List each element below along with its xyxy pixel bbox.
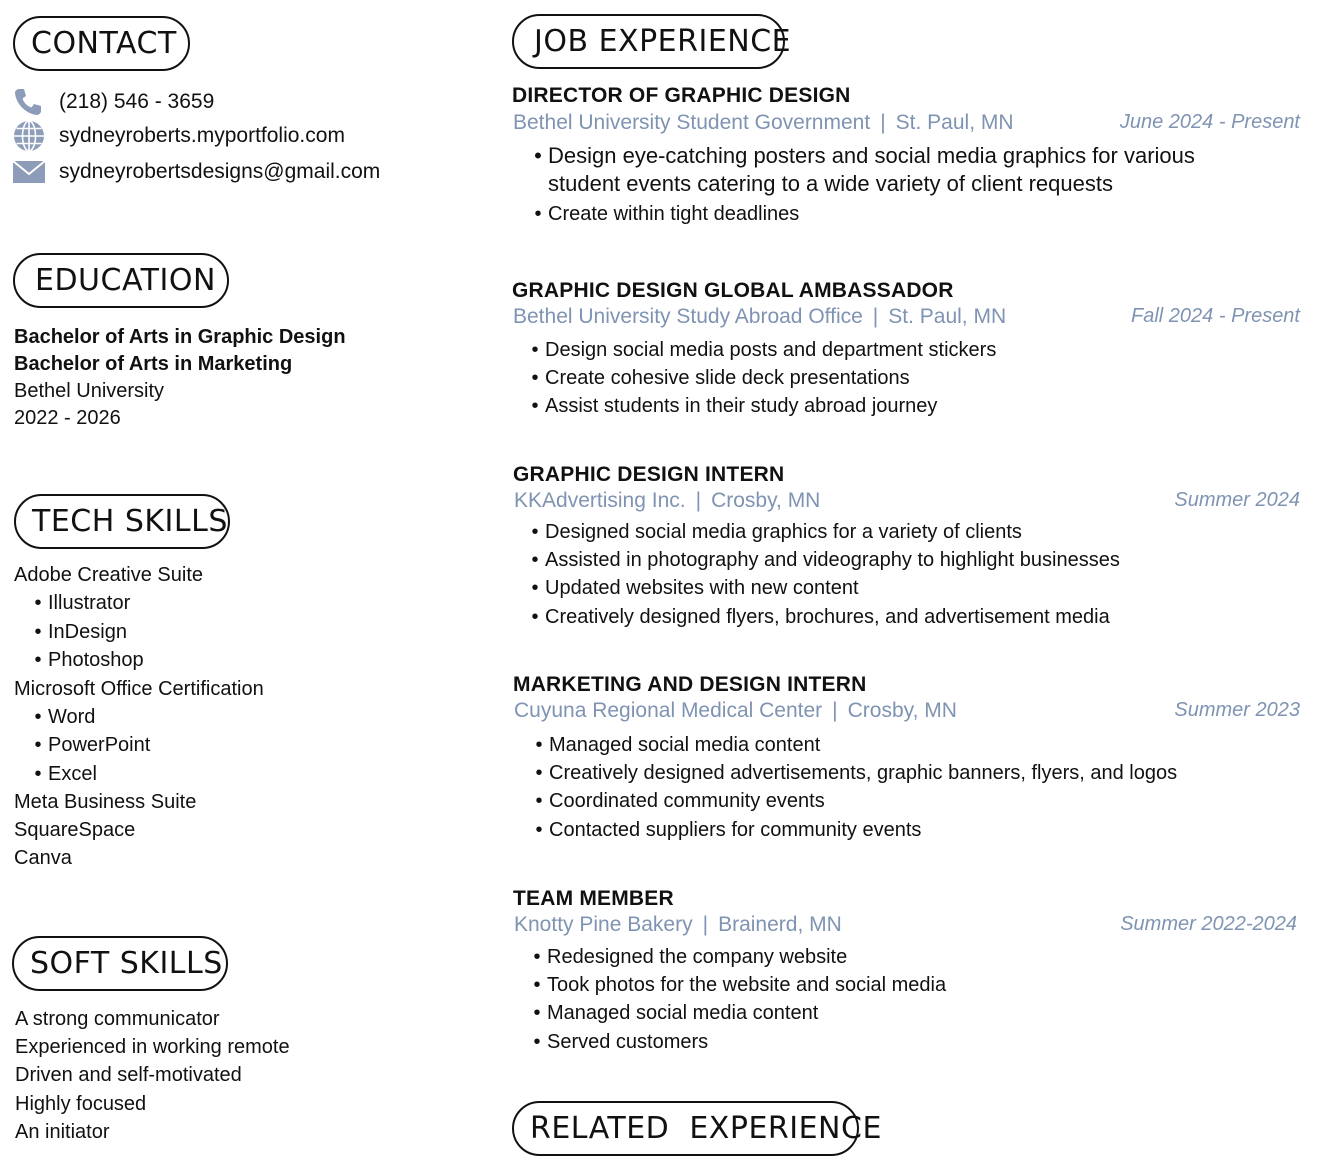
list-item: • Managed social media content	[535, 734, 821, 756]
job-title: MARKETING AND DESIGN INTERN	[513, 673, 867, 696]
list-item: • Coordinated community events	[535, 790, 825, 813]
skill-group-microsoft: Microsoft Office Certification	[14, 677, 264, 700]
website-url: sydneyroberts.myportfolio.com	[59, 124, 345, 147]
list-item: • Create cohesive slide deck presentations	[531, 367, 910, 390]
job-experience-heading: JOB EXPERIENCE	[512, 14, 785, 69]
list-item: • PowerPoint	[34, 734, 151, 756]
list-item: • Creatively designed advertisements, graphic banners, flyers, and logos	[535, 762, 1178, 785]
list-item: • Assist students in their study abroad journey	[531, 395, 938, 418]
list-item: A strong communicator	[15, 1008, 220, 1030]
list-item: • Managed social media content	[533, 1002, 819, 1025]
job-bullets	[531, 142, 1195, 198]
globe-icon	[12, 119, 48, 153]
skill-group-adobe: Adobe Creative Suite	[14, 564, 204, 586]
education-heading: EDUCATION	[13, 253, 229, 308]
job-date: Summer 2022-2024	[1120, 913, 1297, 935]
email-address: sydneyrobertsdesigns@gmail.com	[59, 160, 381, 183]
list-item: • Photoshop	[34, 649, 144, 671]
list-item: • Updated websites with new content	[531, 577, 859, 600]
contact-website[interactable]	[12, 119, 345, 153]
phone-icon	[12, 85, 48, 119]
job-org: KKAdvertising Inc. | Crosby, MN	[514, 489, 821, 512]
contact-heading: CONTACT	[13, 16, 190, 71]
list-item: • Took photos for the website and social media	[533, 974, 947, 997]
mail-icon	[12, 155, 48, 189]
job-date: Summer 2023	[1174, 699, 1300, 721]
job-bullets	[528, 336, 996, 421]
soft-skills-list	[15, 1005, 290, 1146]
list-item: • Design social media posts and department stickers	[531, 339, 997, 361]
list-item: Driven and self-motivated	[15, 1064, 242, 1087]
job-date: June 2024 - Present	[1119, 111, 1300, 133]
list-item: • Excel	[34, 762, 97, 785]
job-bullets	[528, 518, 1120, 631]
list-item: • Redesigned the company website	[533, 946, 848, 968]
list-item: • Creatively designed flyers, brochures, and advertisement media	[531, 605, 1110, 628]
job-title: DIRECTOR OF GRAPHIC DESIGN	[512, 84, 851, 107]
list-item: An initiator	[15, 1120, 110, 1143]
contact-phone[interactable]	[12, 85, 214, 119]
job-bullets	[532, 731, 1177, 844]
job-org: Bethel University Student Government | St. Paul, MN	[513, 111, 1014, 134]
school-years: 2022 - 2026	[14, 407, 121, 429]
job-title: GRAPHIC DESIGN INTERN	[513, 463, 785, 486]
skill-meta: Meta Business Suite	[14, 791, 197, 813]
tech-skills-heading: TECH SKILLS	[14, 494, 230, 549]
list-item: • Served customers	[533, 1030, 709, 1053]
tech-skills-list	[14, 561, 264, 872]
soft-skills-heading: SOFT SKILLS	[12, 936, 228, 991]
job-bullets	[530, 943, 946, 1056]
job-title: TEAM MEMBER	[513, 887, 674, 910]
degree-graphic-design: Bachelor of Arts in Graphic Design	[14, 326, 346, 348]
phone-number: (218) 546 - 3659	[59, 90, 215, 113]
job-bullets	[531, 200, 799, 228]
list-item: Highly focused	[15, 1092, 147, 1115]
skill-squarespace: SquareSpace	[14, 819, 136, 841]
list-item: student events catering to a wide variety of client requests	[548, 171, 1113, 196]
related-experience-heading: RELATED EXPERIENCE	[512, 1101, 859, 1156]
degree-marketing: Bachelor of Arts in Marketing	[14, 353, 293, 375]
job-date: Summer 2024	[1174, 489, 1300, 511]
list-item: • InDesign	[34, 620, 127, 643]
job-org: Bethel University Study Abroad Office | St. Paul, MN	[513, 305, 1007, 328]
school-name: Bethel University	[14, 380, 165, 402]
job-org: Cuyuna Regional Medical Center | Crosby, MN	[514, 699, 957, 722]
list-item: • Illustrator	[34, 592, 131, 614]
list-item: • Assisted in photography and videography to highlight businesses	[531, 549, 1120, 572]
list-item: • Create within tight deadlines	[534, 203, 800, 225]
skill-canva: Canva	[14, 847, 72, 869]
job-org: Knotty Pine Bakery | Brainerd, MN	[514, 913, 842, 936]
contact-email[interactable]	[12, 155, 380, 189]
list-item: Experienced in working remote	[15, 1036, 290, 1059]
job-date: Fall 2024 - Present	[1131, 305, 1300, 327]
list-item: • Design eye-catching posters and social media graphics for various	[534, 143, 1195, 168]
list-item: • Contacted suppliers for community events	[535, 818, 922, 841]
list-item: • Designed social media graphics for a variety of clients	[531, 521, 1022, 543]
list-item: • Word	[34, 705, 96, 728]
job-title: GRAPHIC DESIGN GLOBAL AMBASSADOR	[512, 279, 954, 302]
